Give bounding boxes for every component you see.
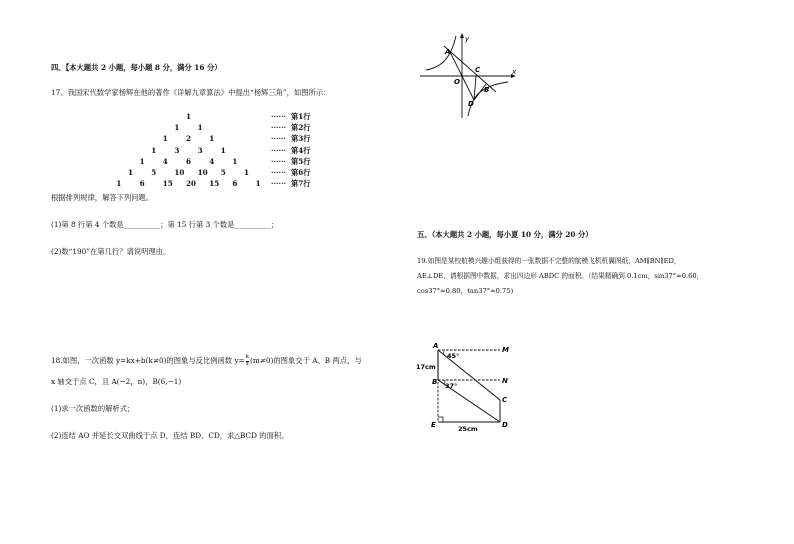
q17-intro: 17、我国宋代数学家杨辉在他的著作《详解九章算法》中提出“杨辉三角”，如图所示： [51,88,331,97]
section-4-heading: 四、【本大题共 2 小题，每小题 8 分，满分 16 分） [51,63,222,72]
row-label: 第4行 [291,145,311,155]
triangle-number: 20 [186,179,197,189]
triangle-number: 1 [220,145,226,155]
row-dots: ······ [271,179,287,189]
triangle-number: 6 [139,179,145,189]
row-dots: ······ [271,156,287,166]
q19-wing-diagram [414,338,520,436]
label-e: E [431,421,436,429]
row-dots: ······ [271,134,287,144]
label-o: O [454,78,460,86]
triangle-number: 1 [174,123,180,133]
label-n: N [502,377,508,385]
label-c: C [475,66,481,74]
angle-arc-a [443,350,444,354]
q18-line2: x 轴交于点 C，且 A(−2，n)，B(6,−1) [51,377,182,386]
q18-part1: (1)求一次函数的解析式； [51,404,135,413]
label-d: D [468,100,474,108]
triangle-number: 1 [232,156,238,166]
row-label: 第7行 [291,179,311,189]
triangle-number: 1 [162,134,168,144]
q18-line1-b: (m≠0)的图象交于 A、B 两点，与 [250,356,362,365]
label-a: A [433,342,439,350]
row-dots: ······ [271,112,287,121]
fraction-k-over-x [246,355,249,367]
triangle-number: 15 [209,179,220,189]
q18-part2: (2)连结 AO 并延长交双曲线于点 D，连结 BD、CD，求△BCD 的面积。 [51,431,289,440]
q19-line3: cos37°≈0.80，tan37°≈0.75) [417,287,514,295]
triangle-number: 10 [174,168,185,177]
label-d: D [502,421,508,429]
triangle-number: 6 [186,156,192,166]
triangle-number: 5 [220,168,226,177]
dimension-bottom: 25cm [458,425,478,433]
q17-after: 根据排列规律，解答下列问题。 [51,193,154,202]
row-label: 第5行 [291,156,311,166]
triangle-number: 1 [139,156,145,166]
row-label: 第2行 [291,123,311,133]
triangle-number: 5 [151,168,157,177]
row-label: 第1行 [291,112,311,121]
q18-line1 [51,355,362,367]
triangle-number: 3 [197,145,203,155]
q19-line2: AE⊥DE，请根据图中数据，求出四边形 ABDC 的面积。（结果精确到 0.1cm，sin37°≈0.60， [417,272,704,280]
fraction-numerator: k [245,354,250,360]
label-c: C [502,396,508,404]
y-axis-arrow-icon [460,33,464,38]
triangle-number: 1 [186,112,192,121]
q18-line1-a: 18.如图，一次函数 y=kx+b(k≠0)的图象与反比例函数 y= [51,356,245,365]
triangle-number: 1 [244,168,250,177]
fraction-denominator: x [245,360,249,367]
angle-label-mid: 37° [445,382,458,390]
triangle-number: 3 [174,145,180,155]
triangle-number: 1 [197,123,203,133]
triangle-number: 1 [255,179,261,189]
triangle-number: 1 [151,145,157,155]
label-m: M [502,346,509,354]
triangle-number: 4 [162,156,168,166]
q17-part2: (2)数“190”在第几行？请说明理由。 [51,247,171,256]
label-b: B [432,378,438,386]
yang-hui-triangle [113,113,313,193]
dimension-left: 17cm [416,363,436,371]
triangle-number: 2 [186,134,192,144]
angle-label-top: 45° [447,352,460,360]
q19-line1: 19.如图是某校航模兴趣小组获得的一张数据不完整的航模飞机机翼图纸，AM∥BN∥ED， [417,257,681,265]
q17-part1: (1)第 8 行第 4 个数是__________；第 15 行第 3 个数是__________； [51,220,279,229]
triangle-number: 6 [232,179,238,189]
q18-function-graph [418,30,520,122]
section-5-heading: 五、（本大题共 2 小题，每小夏 10 分，满分 20 分） [417,230,593,239]
label-a: A [445,48,451,56]
triangle-number: 4 [209,156,215,166]
triangle-number: 10 [197,168,208,177]
row-label: 第6行 [291,168,311,177]
triangle-number: 15 [162,179,173,189]
row-dots: ······ [271,145,287,155]
label-y: y [465,35,470,43]
row-label: 第3行 [291,134,311,144]
row-dots: ······ [271,168,287,177]
triangle-number: 1 [128,168,134,177]
label-b: B [484,86,490,94]
triangle-number: 1 [209,134,215,144]
label-x: x [512,68,517,76]
row-dots: ······ [271,123,287,133]
triangle-number: 1 [116,179,122,189]
right-angle-mark [438,417,443,422]
